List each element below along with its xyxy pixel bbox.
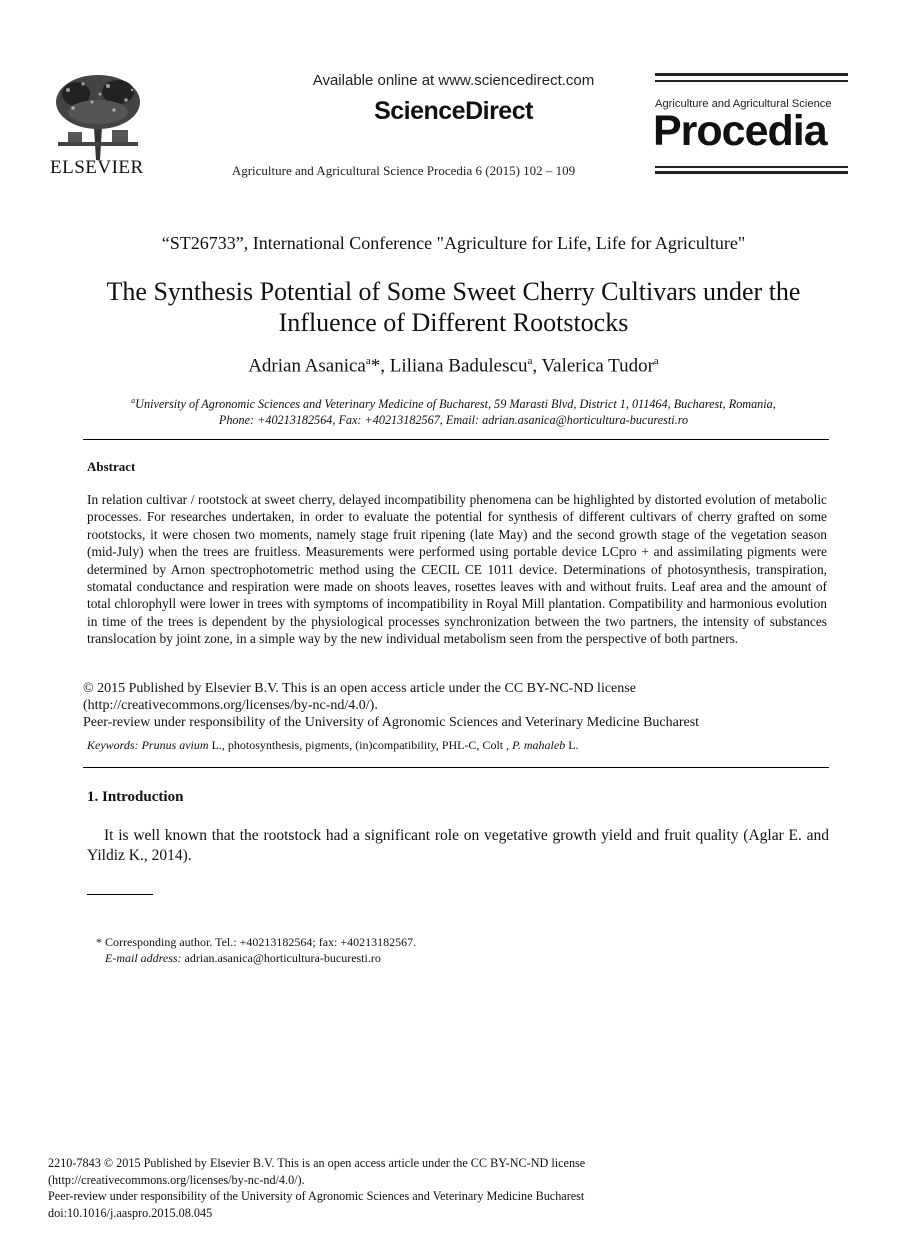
- author-affiliation-mark: a: [527, 355, 533, 367]
- section-body: It is well known that the rootstock had a significant role on vegetative growth yield and fruit quality (Aglar E. and Yildiz K., 2014).: [87, 827, 829, 864]
- footer-license: 2210-7843 © 2015 Published by Elsevier B.V. This is an open access article under the CC BY-NC-ND license: [48, 1156, 586, 1170]
- logo-rule-bottom-thin: [655, 166, 848, 168]
- abstract-body: In relation cultivar / rootstock at sweet cherry, delayed incompatibility phenomena can be highlighted by distorted evolution of metabolic processes. For researches undertaken, in order to evaluate the potential for synthesis of different cultivars of cherry grafted on some rootstocks, it were chosen two moments, namely stage fruit ripening (late May) and the second growth stage of the vegetation season (mid-July) when the trees are fruitless. Measurements were performed using portable device LCpro + and assimilating pigments were determined by Arnon spectrophotometric method using the CECIL CE 1011 device. Determinations of photosynthesis, transpiration, stomatal conductance and respiration were made on shoots leaves, rosettes leaves with and without fruits. Leaf area and the amount of total chlorophyll were lower in trees with symptoms of incompatibility in Royal Mill plantation. Compatibility and harmonious evolution in time of the trees is dependent by the physiological processes synchronization between the two partners, the intensity of substances translocation by joint zone, in a simple way by the new individual metabolism seen from the perspective of both partners.: [87, 492, 827, 647]
- author-affiliation-mark: a: [653, 355, 659, 367]
- affiliation-mark: a: [131, 396, 136, 405]
- divider: [83, 767, 829, 768]
- footer-license-link[interactable]: (http://creativecommons.org/licenses/by-nc-nd/4.0/).: [48, 1172, 305, 1187]
- keywords-label: Keywords:: [87, 738, 139, 752]
- logo-rule-top: [655, 73, 848, 76]
- email-note: [105, 951, 381, 966]
- page-footer: [48, 1155, 868, 1221]
- divider: [83, 439, 829, 440]
- title-line-1: The Synthesis Potential of Some Sweet Cherry Cultivars under the: [106, 277, 801, 306]
- footer-peer-review: Peer-review under responsibility of the University of Agronomic Sciences and Veterinary Medicine Bucharest: [48, 1189, 585, 1203]
- footer-doi[interactable]: doi:10.1016/j.aaspro.2015.08.045: [48, 1205, 213, 1220]
- affiliation-line-1: University of Agronomic Sciences and Veterinary Medicine of Bucharest, 59 Marasti Blvd, District 1, 011464, Bucharest, Romania,: [135, 397, 776, 412]
- journal-citation: Agriculture and Agricultural Science Procedia 6 (2015) 102 – 109: [231, 163, 576, 178]
- logo-rule-top-thin: [655, 80, 848, 82]
- journal-logo: [655, 73, 848, 175]
- abstract-heading: Abstract: [87, 459, 136, 474]
- corresponding-mark: *: [370, 355, 381, 377]
- email-label: E-mail address:: [105, 951, 182, 965]
- keyword-species: Prunus avium: [141, 738, 209, 752]
- license-link[interactable]: (http://creativecommons.org/licenses/by-nc-nd/4.0/).: [83, 698, 378, 713]
- logo-rule-bottom: [655, 171, 848, 174]
- section-heading: 1. Introduction: [87, 789, 184, 805]
- keywords-text: L.: [565, 738, 579, 752]
- conference-name: “ST26733”, International Conference "Agriculture for Life, Life for Agriculture": [161, 233, 746, 253]
- peer-review-line: Peer-review under responsibility of the University of Agronomic Sciences and Veterinary Medicine Bucharest: [83, 715, 700, 730]
- corresponding-author-note: * Corresponding author. Tel.: +40213182564; fax: +40213182567.: [96, 935, 417, 949]
- publisher-wordmark: ELSEVIER: [50, 157, 144, 178]
- footnote-rule: [87, 894, 153, 895]
- keyword-species: P. mahaleb: [512, 738, 566, 752]
- author-affiliation-mark: a: [365, 355, 371, 367]
- author-name: Valerica Tudor: [541, 355, 654, 377]
- author-list: Adrian Asanica$^a$*, Liliana Badulescu$^a$, Valerica Tudor$^a$: [248, 355, 659, 377]
- license-statement: [83, 680, 829, 731]
- affiliation-line-2: Phone: +40213182564, Fax: +40213182567, Email: adrian.asanica@horticultura-bucuresti.ro: [218, 413, 689, 428]
- available-online-text: Available online at www.sciencedirect.com: [312, 72, 595, 89]
- paper-title: [60, 276, 847, 338]
- keywords: [87, 738, 827, 753]
- affiliation: [60, 393, 847, 428]
- journal-title: Procedia: [653, 107, 827, 155]
- sciencedirect-logo: ScienceDirect: [374, 97, 533, 125]
- license-line: © 2015 Published by Elsevier B.V. This is an open access article under the CC BY-NC-ND license: [83, 681, 636, 696]
- author-name: Adrian Asanica: [248, 355, 366, 377]
- email-address[interactable]: adrian.asanica@horticultura-bucuresti.ro: [181, 951, 381, 965]
- journal-subtitle: Agriculture and Agricultural Science: [655, 98, 832, 110]
- title-line-2: Influence of Different Rootstocks: [278, 308, 629, 337]
- author-name: Liliana Badulescu: [389, 355, 528, 377]
- keywords-text: L., photosynthesis, pigments, (in)compatibility, PHL-C, Colt ,: [208, 738, 513, 752]
